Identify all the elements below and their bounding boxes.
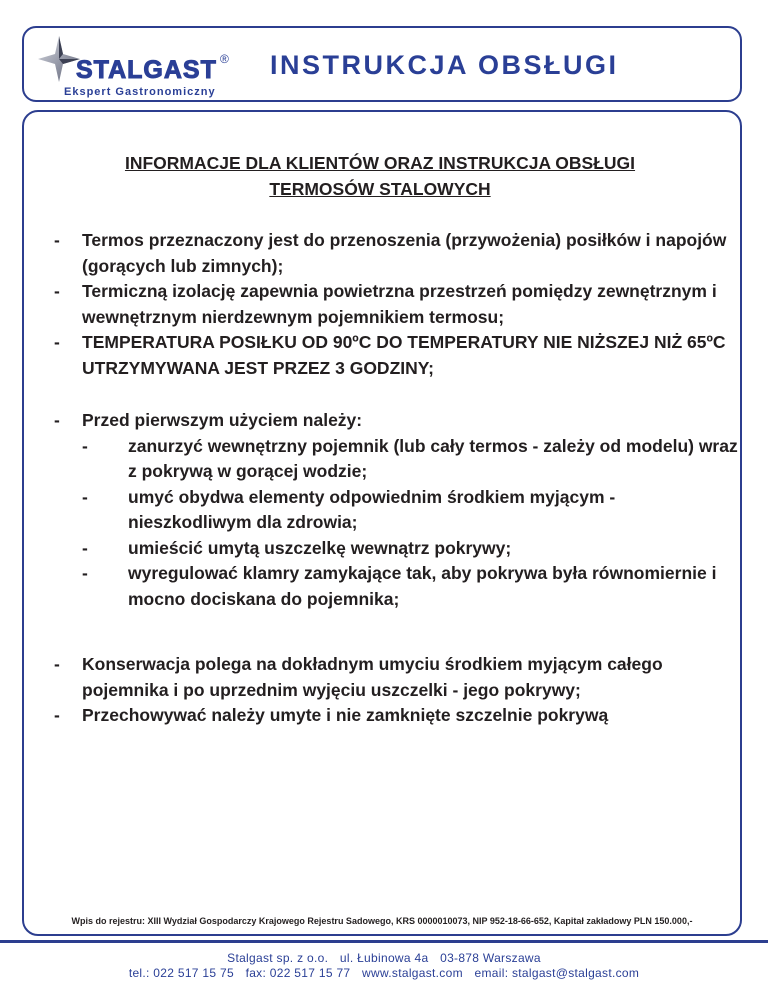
title-line-1: INFORMACJE DLA KLIENTÓW ORAZ INSTRUKCJA OBSŁUGI (124, 153, 636, 173)
footer-line-1 (0, 951, 768, 966)
footer-divider (0, 940, 768, 943)
list-item (0, 408, 768, 434)
bullet-dash: - (54, 654, 60, 674)
brand-name: STALGAST (76, 56, 217, 84)
bullet-dash: - (54, 705, 60, 725)
list-item (0, 330, 768, 381)
footer-tel: tel.: 022 517 15 75 (128, 966, 234, 980)
bullet-dash: - (54, 332, 60, 352)
sub-list-item (0, 434, 768, 485)
registered-mark: ® (220, 52, 229, 66)
brand-tagline: Ekspert Gastronomiczny (64, 86, 216, 98)
item-text: TEMPERATURA POSIŁKU OD 90ºC DO TEMPERATURY NIE NIŻSZEJ NIŻ 65ºC UTRZYMYWANA JEST PRZEZ 3 GODZINY; (82, 332, 726, 378)
bullet-dash: - (82, 563, 88, 583)
list-item (0, 703, 768, 729)
item-text: Termiczną izolację zapewnia powietrzna przestrzeń pomiędzy zewnętrznym i wewnętrznym nierdzewnym pojemnikiem termosu; (82, 281, 717, 327)
title-line-2: TERMOSÓW STALOWYCH (269, 179, 491, 199)
document-title (60, 150, 700, 202)
footer-city: 03-878 Warszawa (440, 951, 541, 965)
list-item (0, 652, 768, 703)
footer-company: Stalgast sp. z o.o. (227, 951, 329, 965)
item-text: Przechowywać należy umyte i nie zamknięte szczelnie pokrywą (82, 705, 609, 725)
footer (0, 951, 768, 981)
stalgast-logo (30, 30, 240, 100)
bullet-dash: - (54, 410, 60, 430)
bullet-dash: - (82, 435, 88, 456)
sub-item-text: zanurzyć wewnętrzny pojemnik (lub cały termos - zależy od modelu) wraz z pokrywą w gorącej wodzie; (128, 435, 738, 481)
bullet-dash: - (54, 281, 60, 301)
item-text: Przed pierwszym użyciem należy: (82, 410, 363, 430)
list-item (0, 228, 768, 279)
sub-list-item (0, 561, 768, 612)
bullet-dash: - (54, 230, 60, 250)
footer-address: ul. Łubinowa 4a (339, 951, 429, 965)
sub-list-item (0, 485, 768, 536)
bullet-dash: - (82, 537, 88, 558)
header-title: INSTRUKCJA OBSŁUGI (270, 50, 619, 80)
instructions-list (0, 228, 768, 729)
item-text: Termos przeznaczony jest do przenoszenia (przywożenia) posiłków i napojów (gorących lub zimnych); (82, 230, 727, 276)
sub-item-text: wyregulować klamry zamykające tak, aby pokrywa była równomiernie i mocno dociskana do pojemnika; (128, 563, 717, 609)
sub-item-text: umyć obydwa elementy odpowiednim środkiem myjącym - nieszkodliwym dla zdrowia; (128, 486, 616, 532)
footer-www-link[interactable]: www.stalgast.com (362, 966, 463, 980)
sub-item-text: umieścić umytą uszczelkę wewnątrz pokrywy; (128, 537, 512, 558)
footer-line-2 (0, 966, 768, 981)
bullet-dash: - (82, 486, 88, 507)
sub-list-item (0, 536, 768, 562)
footer-fax: fax: 022 517 15 77 (245, 966, 351, 980)
registry-info: Wpis do rejestru: XIII Wydział Gospodarczy Krajowego Rejestru Sadowego, KRS 0000010073, NIP 952-18-66-652, Kapitał zakładowy PLN 150.000,- (71, 916, 693, 926)
footer-email-link[interactable]: email: stalgast@stalgast.com (474, 966, 640, 980)
list-item (0, 279, 768, 330)
item-text: Konserwacja polega na dokładnym umyciu środkiem myjącym całego pojemnika i po uprzednim wyjęciu uszczelki - jego pokrywy; (82, 654, 663, 700)
